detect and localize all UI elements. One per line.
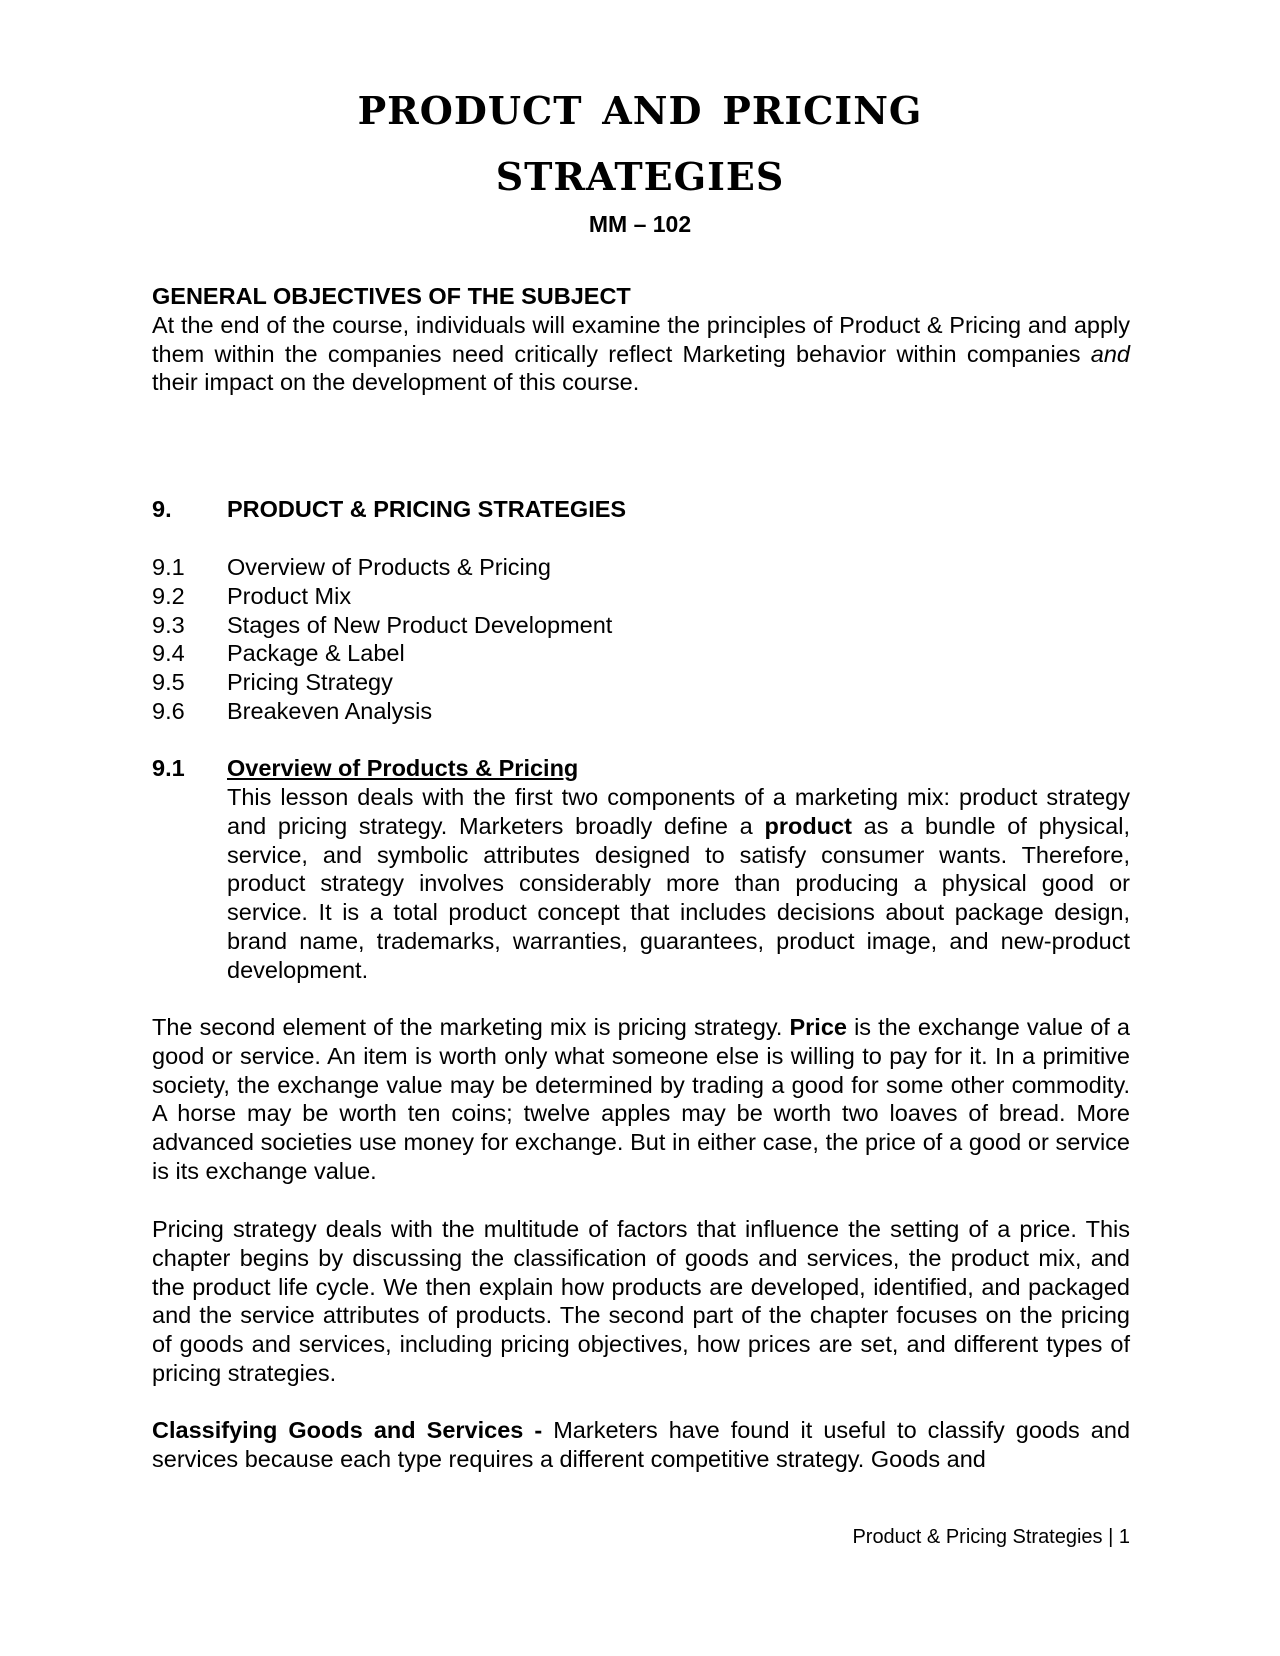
toc-label: Stages of New Product Development: [227, 611, 613, 638]
title-line-1: product and pricing: [357, 73, 923, 137]
objectives-text: [152, 311, 1130, 397]
objectives-section: [152, 282, 1130, 397]
paragraph-text: Marketers have found it useful to classify goods and services because each type requires a different competitive strategy. Goods and: [152, 1417, 1131, 1472]
toc-item: [152, 611, 1130, 640]
term-product: product: [764, 812, 852, 839]
document-title: [0, 72, 1280, 204]
section-number: 9.1: [152, 755, 185, 781]
term-price: Price: [789, 1014, 847, 1040]
paragraph-text: This lesson deals with the first two components of a marketing mix: product strategy and pricing strategy. Marketers broadly define a: [227, 784, 1130, 839]
title-line-2: strategies: [495, 139, 785, 203]
chapter-title: PRODUCT & PRICING STRATEGIES: [227, 496, 627, 522]
toc-item: [152, 553, 1130, 582]
toc-number: 9.3: [152, 611, 185, 638]
classifying-heading: Classifying Goods and Services -: [152, 1417, 543, 1443]
page-footer: Product & Pricing Strategies | 1: [852, 1526, 1130, 1548]
toc-number: 9.1: [152, 554, 185, 580]
toc-number: 9.6: [152, 697, 185, 724]
classifying-paragraph: [152, 1416, 1130, 1474]
toc-item: [152, 697, 1130, 726]
course-code: MM – 102: [588, 211, 692, 237]
table-of-contents: [152, 553, 1130, 726]
section-9-1-paragraph: [227, 783, 1130, 985]
toc-number: 9.2: [152, 582, 185, 609]
toc-label: Product Mix: [227, 582, 352, 609]
objectives-text-start: At the end of the course, individuals will examine the principles of Product & Pricing and apply them within the companies need critically reflect Marketing behavior within companies: [152, 311, 1130, 367]
section-9-1-heading: [152, 754, 1130, 783]
toc-label: Package & Label: [227, 640, 405, 667]
objectives-text-italic: and: [1090, 340, 1130, 367]
chapter-heading: [152, 495, 1130, 524]
objectives-heading: GENERAL OBJECTIVES OF THE SUBJECT: [152, 283, 631, 309]
toc-number: 9.5: [152, 669, 185, 696]
pricing-strategy-paragraph: Pricing strategy deals with the multitude of factors that influence the setting of a price. This chapter begins by discussing the classification of goods and services, the product mix, and the product life cycle. We then explain how products are developed, identified, and packaged and the service attributes of products. The second part of the chapter focuses on the pricing of goods and services, including pricing objectives, how prices are set, and different types of pricing strategies.: [152, 1216, 1130, 1386]
price-paragraph: [152, 1013, 1130, 1186]
objectives-text-end: their impact on the development of this course.: [152, 369, 640, 396]
toc-item: [152, 582, 1130, 611]
paragraph-text: The second element of the marketing mix is pricing strategy.: [152, 1014, 790, 1040]
toc-label: Overview of Products & Pricing: [227, 554, 551, 580]
paragraph-text: is the exchange value of a good or service. An item is worth only what someone else is willing to pay for it. In a primitive society, the exchange value may be determined by trading a good for some other commodity. A horse may be worth ten coins; twelve apples may be worth two loaves of bread. More advanced societies use money for exchange. But in either case, the price of a good or service is its exchange value.: [152, 1014, 1130, 1184]
section-title: Overview of Products & Pricing: [227, 755, 579, 781]
toc-label: Breakeven Analysis: [227, 697, 433, 724]
toc-number: 9.4: [152, 640, 185, 667]
chapter-number: 9.: [152, 496, 172, 522]
toc-item: [152, 668, 1130, 697]
paragraph-text: as a bundle of physical, service, and symbolic attributes designed to satisfy consumer wants. Therefore, product strategy involves considerably more than producing a physical good or service. It is a total product concept that includes decisions about package design, brand name, trademarks, warranties, guarantees, product image, and new-product development.: [227, 812, 1131, 983]
toc-label: Pricing Strategy: [227, 669, 393, 696]
toc-item: [152, 639, 1130, 668]
